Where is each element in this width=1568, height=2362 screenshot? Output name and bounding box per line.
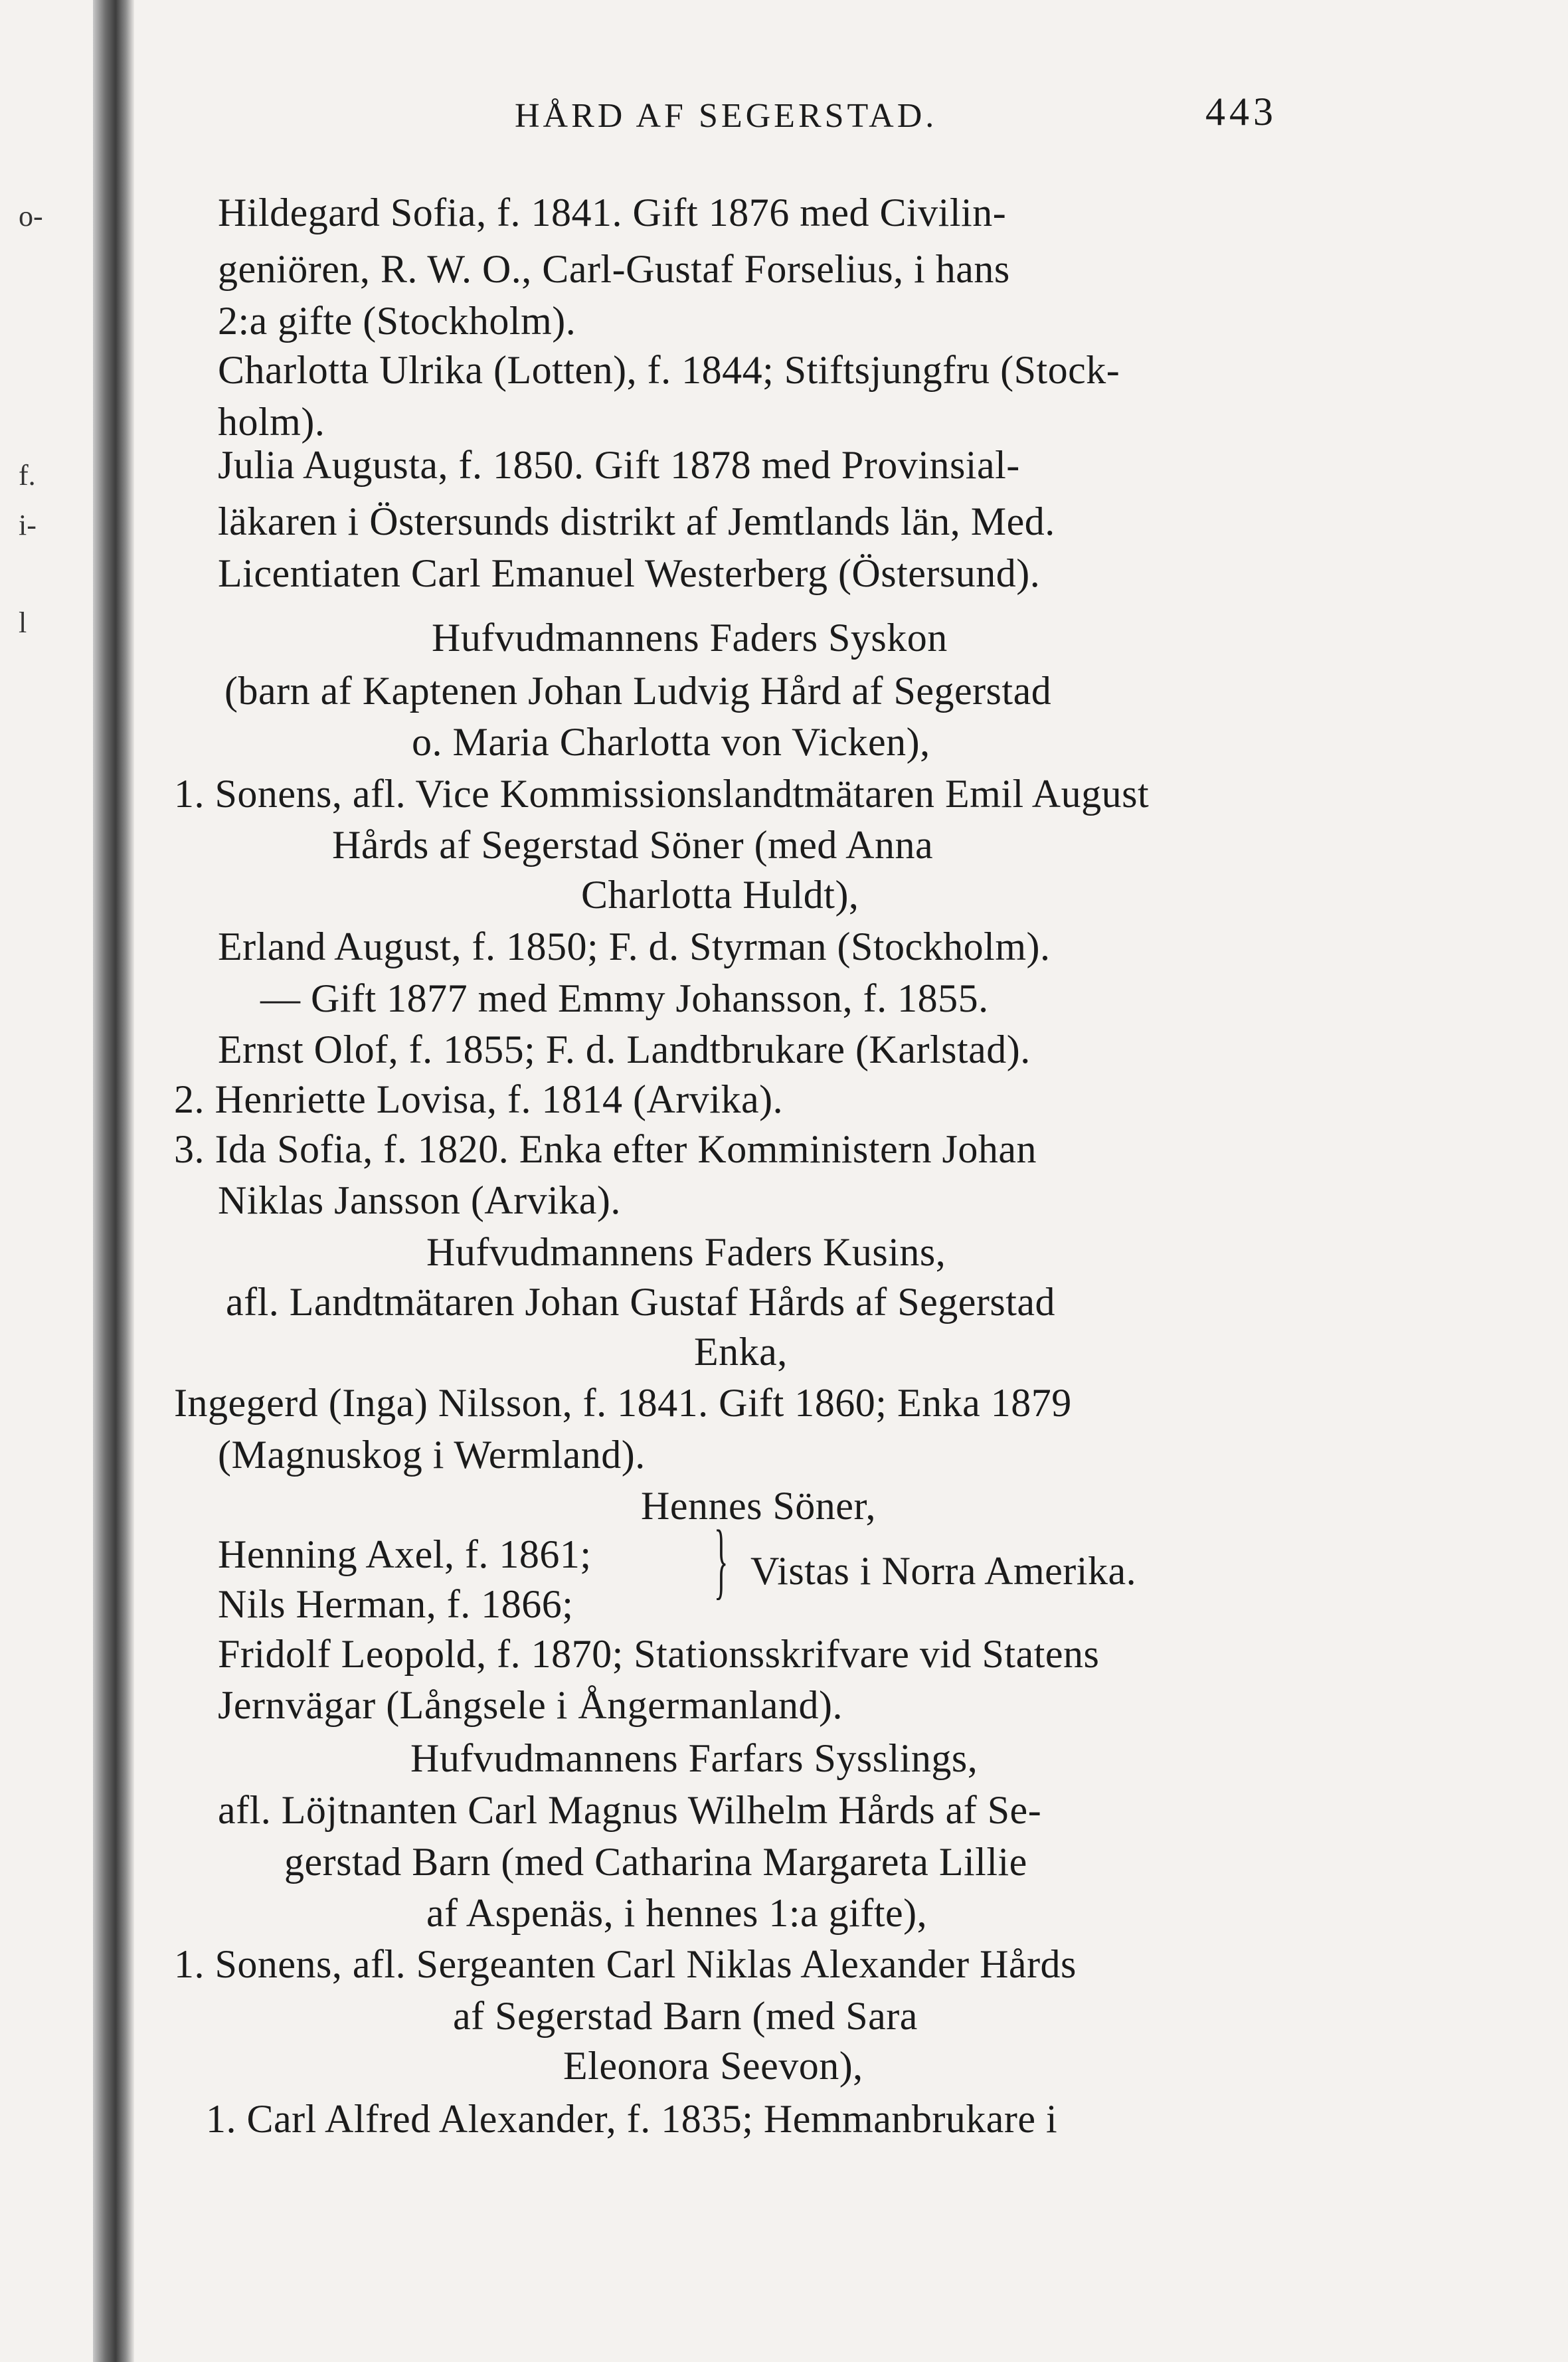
text-line: Erland August, f. 1850; F. d. Styrman (Stockholm).	[218, 925, 1051, 968]
margin-mark: o-	[19, 200, 43, 232]
margin-mark: i-	[19, 509, 37, 541]
text-line: 3. Ida Sofia, f. 1820. Enka efter Komministern Johan	[174, 1127, 1037, 1171]
text-line: 1. Sonens, afl. Vice Kommissionslandtmätaren Emil August	[174, 772, 1150, 816]
text-line: geniören, R. W. O., Carl-Gustaf Forselius, i hans	[218, 247, 1010, 291]
section-heading: Hufvudmannens Faders Kusins,	[426, 1230, 946, 1274]
book-gutter-shadow	[93, 0, 134, 2362]
text-line: — Gift 1877 med Emmy Johansson, f. 1855.	[260, 976, 989, 1020]
text-line: Ernst Olof, f. 1855; F. d. Landtbrukare (Karlstad).	[218, 1028, 1031, 1071]
text-line: holm).	[218, 400, 325, 444]
text-line: 2. Henriette Lovisa, f. 1814 (Arvika).	[174, 1077, 784, 1121]
text-line: Hårds af Segerstad Söner (med Anna	[332, 823, 934, 867]
text-line: Ingegerd (Inga) Nilsson, f. 1841. Gift 1860; Enka 1879	[174, 1381, 1072, 1425]
text-line: Enka,	[694, 1330, 788, 1374]
section-heading: Hennes Söner,	[641, 1484, 877, 1528]
text-line: Fridolf Leopold, f. 1870; Stationsskrifvare vid Statens	[218, 1632, 1100, 1676]
text-line: Jernvägar (Långsele i Ångermanland).	[218, 1683, 843, 1727]
text-line: Charlotta Huldt),	[581, 873, 859, 917]
text-line: afl. Landtmätaren Johan Gustaf Hårds af Segerstad	[226, 1280, 1056, 1324]
text-line: afl. Löjtnanten Carl Magnus Wilhelm Hårds af Se-	[218, 1788, 1042, 1832]
text-line: Julia Augusta, f. 1850. Gift 1878 med Provinsial-	[218, 443, 1020, 487]
text-line: Licentiaten Carl Emanuel Westerberg (Östersund).	[218, 551, 1041, 595]
text-line: Nils Herman, f. 1866;	[218, 1582, 574, 1626]
text-line: 1. Sonens, afl. Sergeanten Carl Niklas Alexander Hårds	[174, 1942, 1077, 1986]
section-heading: Hufvudmannens Faders Syskon	[432, 616, 948, 660]
text-line: af Aspenäs, i hennes 1:a gifte),	[426, 1891, 928, 1935]
margin-mark: f.	[19, 459, 36, 492]
text-line: (Magnuskog i Wermland).	[218, 1433, 646, 1477]
text-line: Niklas Jansson (Arvika).	[218, 1178, 621, 1222]
text-line: (barn af Kaptenen Johan Ludvig Hård af Segerstad	[224, 669, 1052, 713]
text-line: 2:a gifte (Stockholm).	[218, 299, 576, 343]
grouping-brace: }	[713, 1513, 729, 1607]
margin-mark: l	[19, 606, 27, 639]
text-line: o. Maria Charlotta von Vicken),	[412, 720, 930, 764]
text-line: gerstad Barn (med Catharina Margareta Lillie	[284, 1840, 1027, 1884]
page-number: 443	[1205, 90, 1277, 134]
text-line: Eleonora Seevon),	[563, 2044, 863, 2088]
text-line: läkaren i Östersunds distrikt af Jemtlands län, Med.	[218, 500, 1055, 543]
running-title: HÅRD AF SEGERSTAD.	[515, 97, 938, 135]
text-line: Hildegard Sofia, f. 1841. Gift 1876 med Civilin-	[218, 191, 1007, 234]
text-line: Henning Axel, f. 1861;	[218, 1532, 592, 1576]
text-line: Charlotta Ulrika (Lotten), f. 1844; Stiftsjungfru (Stock-	[218, 348, 1120, 392]
section-heading: Hufvudmannens Farfars Sysslings,	[410, 1736, 978, 1780]
text-line: af Segerstad Barn (med Sara	[453, 1994, 918, 2038]
text-line: 1. Carl Alfred Alexander, f. 1835; Hemmanbrukare i	[206, 2097, 1058, 2141]
text-line: Vistas i Norra Amerika.	[750, 1549, 1137, 1593]
